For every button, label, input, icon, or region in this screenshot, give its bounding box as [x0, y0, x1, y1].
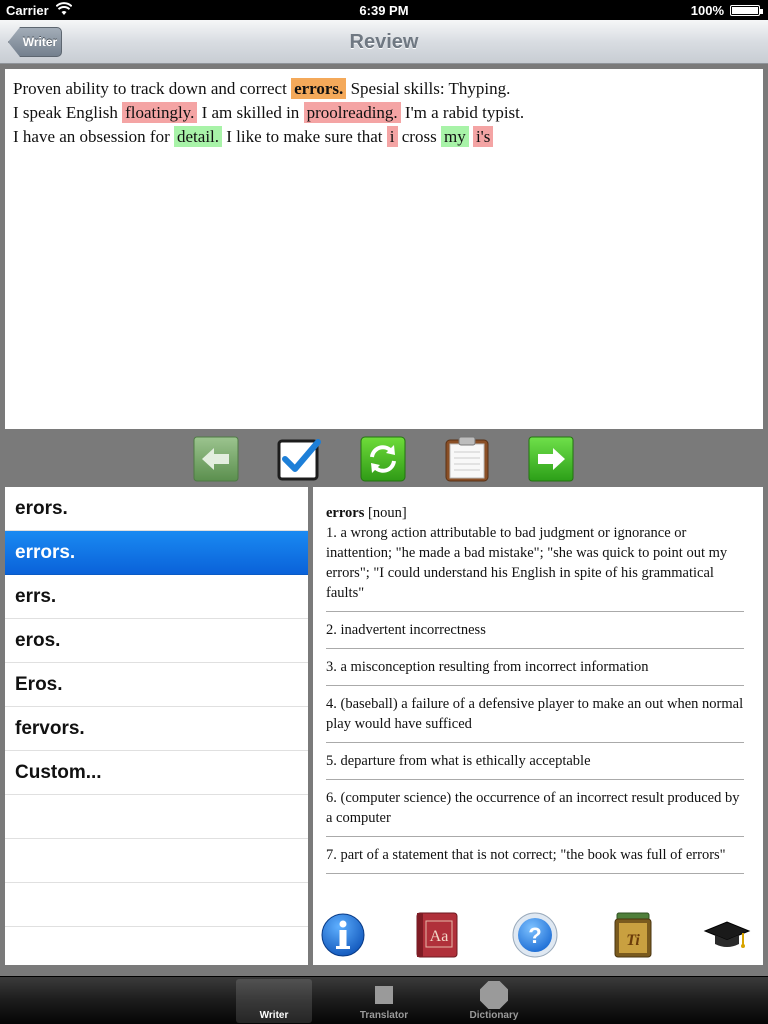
definition: 3. a misconception resulting from incorrect information [326, 649, 744, 686]
text-segment: I speak English [13, 103, 123, 122]
text-line [13, 125, 755, 149]
suggestion-list [5, 487, 308, 965]
book-icon-text: Aa [429, 928, 449, 945]
empty-row [5, 927, 308, 965]
tab-label: Translator [359, 1010, 409, 1021]
dictionary-tab-icon [478, 981, 510, 1009]
text-line [13, 77, 755, 101]
entry-word: errors [326, 505, 365, 521]
entry-heading [326, 503, 744, 523]
suggestion-item[interactable]: eros. [5, 619, 308, 663]
dictionary-actions [313, 905, 763, 965]
suggestion-item-selected[interactable]: errors. [5, 531, 308, 575]
dictionary-book-icon[interactable] [413, 911, 461, 959]
tab-bar [0, 976, 768, 1024]
text-segment: cross [397, 127, 441, 146]
tab-label: Dictionary [469, 1010, 519, 1021]
forward-arrow-icon[interactable] [528, 436, 574, 482]
thesaurus-icon[interactable] [609, 911, 657, 959]
definition-list[interactable] [326, 503, 744, 905]
text-segment: I like to make sure that [222, 127, 387, 146]
navigation-bar [0, 20, 768, 64]
highlighted-word[interactable]: errors. [291, 78, 346, 99]
refresh-icon[interactable] [360, 436, 406, 482]
highlighted-word[interactable]: proolreading. [304, 102, 401, 123]
battery-icon [730, 5, 760, 16]
dictionary-panel [313, 487, 763, 965]
suggestion-item[interactable]: fervors. [5, 707, 308, 751]
empty-row [5, 883, 308, 927]
tab-dictionary[interactable] [456, 979, 532, 1023]
back-button-label: Writer [22, 35, 58, 49]
highlighted-word[interactable]: i's [473, 126, 493, 147]
battery-percent: 100% [690, 3, 724, 18]
review-toolbar [0, 432, 768, 484]
info-icon[interactable] [319, 911, 367, 959]
definition: 2. inadvertent incorrectness [326, 612, 744, 649]
help-icon[interactable] [511, 911, 559, 959]
back-arrow-icon[interactable] [193, 436, 239, 482]
clipboard-icon[interactable] [444, 436, 490, 482]
empty-row [5, 839, 308, 883]
tab-writer[interactable] [236, 979, 312, 1023]
definition: 5. departure from what is ethically acceptable [326, 743, 744, 780]
empty-row [5, 795, 308, 839]
custom-suggestion-item[interactable]: Custom... [5, 751, 308, 795]
suggestion-item[interactable]: Eros. [5, 663, 308, 707]
status-bar [0, 0, 768, 20]
highlighted-word[interactable]: i [387, 126, 398, 147]
page-title: Review [349, 31, 419, 53]
suggestion-item[interactable]: erors. [5, 487, 308, 531]
definition: 1. a wrong action attributable to bad judgment or ignorance or inattention; "he made a bad mistake"; "she was quick to point out my errors"; "I could understand his English in spite of his grammatical faults" [326, 523, 744, 612]
text-segment: I'm a rabid typist. [400, 103, 525, 122]
review-text-area[interactable] [5, 69, 763, 429]
svg-text:?: ? [528, 923, 542, 948]
highlighted-word[interactable]: floatingly. [122, 102, 197, 123]
highlighted-word[interactable]: my [441, 126, 469, 147]
part-of-speech: [noun] [368, 505, 407, 521]
highlighted-word[interactable]: detail. [174, 126, 222, 147]
tab-translator[interactable] [346, 979, 422, 1023]
thesaurus-icon-text: Ti [626, 932, 640, 949]
suggestion-item[interactable]: errs. [5, 575, 308, 619]
text-segment: I have an obsession for [13, 127, 174, 146]
text-segment: I am skilled in [197, 103, 304, 122]
graduation-cap-icon[interactable] [703, 911, 751, 959]
text-segment: Proven ability to track down and correct [13, 79, 292, 98]
back-button[interactable] [8, 27, 62, 57]
carrier-label: Carrier [6, 3, 49, 18]
definition: 7. part of a statement that is not correct; "the book was full of errors" [326, 837, 744, 874]
definition: 6. (computer science) the occurrence of an incorrect result produced by a computer [326, 780, 744, 837]
tab-label: Writer [259, 1010, 289, 1021]
definition: 4. (baseball) a failure of a defensive player to make an out when normal play would have sufficed [326, 686, 744, 743]
clock: 6:39 PM [359, 3, 409, 18]
translator-tab-icon [374, 985, 394, 1005]
text-line [13, 101, 755, 125]
checkmark-icon[interactable] [276, 436, 322, 482]
text-segment: Spesial skills: Thyping. [346, 79, 511, 98]
